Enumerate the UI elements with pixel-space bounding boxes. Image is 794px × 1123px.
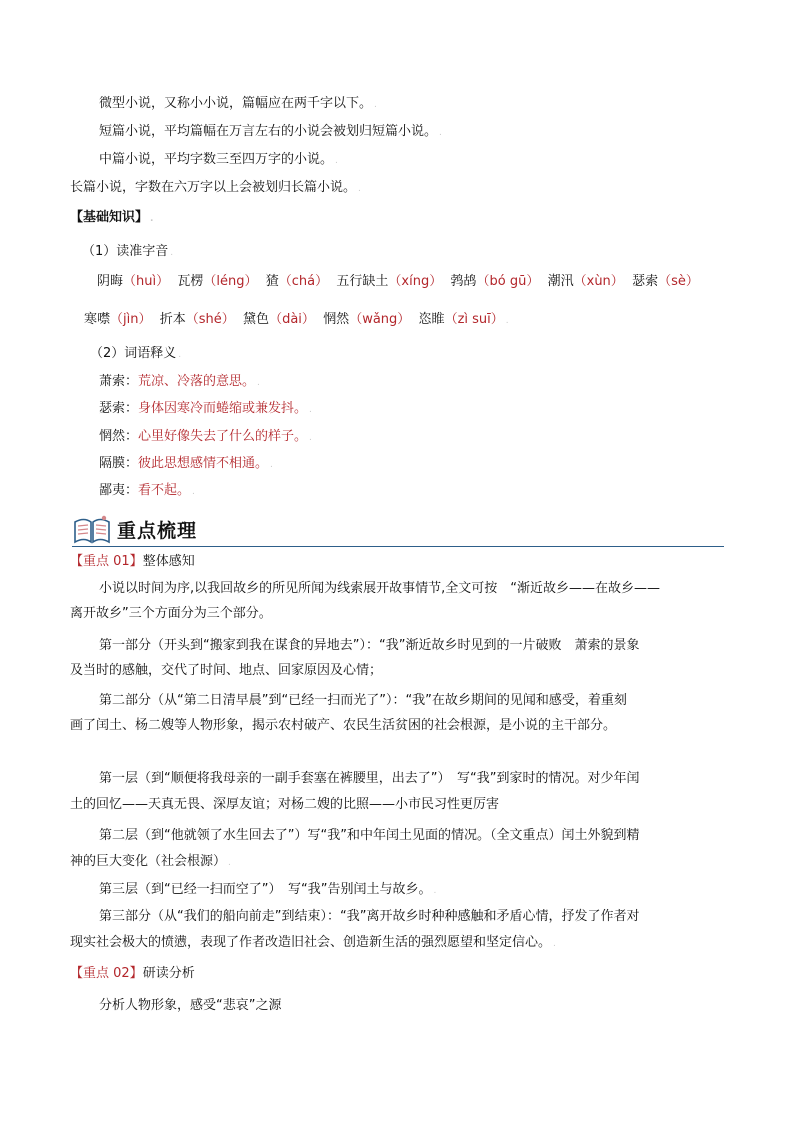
paragraph: 第三部分（从“我们的船向前走”到结束）：“我”离开故乡时种种感触和矛盾心情，抒发了作者对 xyxy=(99,909,640,924)
pron-item: 恣睢（zì suī） xyxy=(418,312,504,327)
vocab-item: 鄙夷：看不起。 . xyxy=(99,483,195,498)
pron-item: 猹（chá） xyxy=(265,274,329,289)
intro-line-2: 短篇小说，平均篇幅在万言左右的小说会被划归短篇小说。 . xyxy=(99,124,442,139)
pron-item: 潮汛（xùn） xyxy=(547,274,624,289)
paragraph: 现实社会极大的愤懑，表现了作者改造旧社会、创造新生活的强烈愿望和坚定信心。 . xyxy=(70,935,556,950)
vocab-item: 惘然：心里好像失去了什么的样子。 . xyxy=(99,429,312,444)
vocab-item: 萧索：荒凉、冷落的意思。 . xyxy=(99,374,260,389)
vocab-item: 隔膜：彼此思想感情不相通。 . xyxy=(99,456,273,471)
paragraph: 小说以时间为序,以我回故乡的所见所闻为线索展开故事情节,全文可按 “渐近故乡——在故乡—— xyxy=(99,581,661,596)
pron-item: 五行缺土（xíng） xyxy=(336,274,443,289)
point2-heading: 【重点 02】研读分析 xyxy=(70,966,195,981)
basics-heading: 【基础知识】 . xyxy=(70,210,154,225)
paragraph: 第一部分（开头到“搬家到我在谋食的异地去”）：“我”渐近故乡时见到的一片破败 萧索的景象 xyxy=(99,638,640,653)
section-header xyxy=(72,510,724,550)
intro-line-4: 长篇小说，字数在六万字以上会被划归长篇小说。 . xyxy=(70,180,361,195)
pron-item: 寒噤（jìn） xyxy=(84,312,152,327)
paragraph: 第三层（到“已经一扫而空了”） 写“我”告别闰土与故乡。 . xyxy=(99,882,437,897)
paragraph: 第二层（到“他就领了水生回去了”）写“我”和中年闰土见面的情况。（全文重点）闰土外貌到精 xyxy=(99,828,640,843)
paragraph: 神的巨大变化（社会根源） . xyxy=(70,854,231,869)
paragraph: 第二部分（从“第二日清早晨”到“已经一扫而光了”）：“我”在故乡期间的见闻和感受，着重刻 xyxy=(99,693,627,708)
paragraph: 画了闰土、杨二嫂等人物形象，揭示农村破产、农民生活贫困的社会根源，是小说的主干部分。 xyxy=(70,718,617,733)
intro-line-1: 微型小说，又称小小说，篇幅应在两千字以下。 . xyxy=(99,96,377,111)
intro-line-3: 中篇小说，平均字数三至四万字的小说。 . xyxy=(99,152,338,167)
paragraph: 第一层（到“顺便将我母亲的一副手套塞在裤腰里，出去了”） 写“我”到家时的情况。对少年闰 xyxy=(99,771,640,786)
pron-row-2: 寒噤（jìn） 折本（shé） 黛色（dài） 惘然（wǎng） 恣睢（zì suī） . xyxy=(84,312,509,327)
paragraph: 土的回忆——天真无畏、深厚友谊；对杨二嫂的比照——小市民习性更厉害 xyxy=(70,797,500,812)
paragraph: 及当时的感触，交代了时间、地点、回家原因及心情； xyxy=(70,663,383,678)
vocab-title: （2）词语释义 . xyxy=(90,346,182,361)
pron-item: 黛色（dài） xyxy=(243,312,315,327)
pron-item: 瑟索（sè） xyxy=(632,274,699,289)
paragraph: 分析人物形象，感受“悲哀”之源 xyxy=(99,998,282,1013)
point1-heading: 【重点 01】整体感知 xyxy=(70,554,195,569)
vocab-item: 瑟索：身体因寒冷而蜷缩或兼发抖。 . xyxy=(99,401,312,416)
pron-item: 折本（shé） xyxy=(159,312,235,327)
pron-item: 鹁鸪（bó gū） xyxy=(450,274,540,289)
open-book-icon xyxy=(72,512,112,546)
section-title: 重点梳理 xyxy=(117,520,198,542)
pron-row-1 xyxy=(97,272,699,292)
paragraph: 离开故乡”三个方面分为三个部分。 xyxy=(70,606,272,621)
pron-item: 阴晦（huì） xyxy=(97,274,170,289)
section-divider xyxy=(72,546,724,547)
pron-item: 瓦楞（léng） xyxy=(177,274,258,289)
pron-title: （1）读准字音 . xyxy=(82,244,174,259)
pron-item: 惘然（wǎng） xyxy=(323,312,411,327)
